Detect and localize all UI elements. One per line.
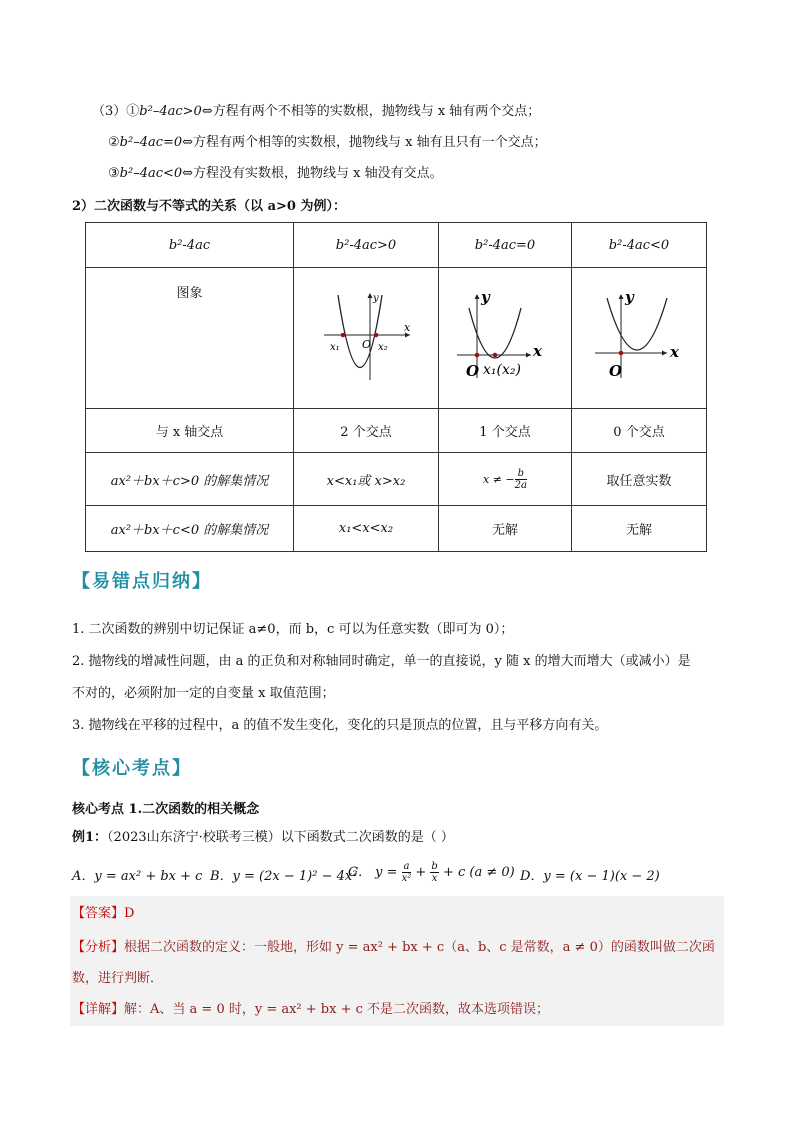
- root-x1-label: x₁: [330, 342, 340, 353]
- discriminant-item-2: ②b²–4ac=0⇔方程有两个相等的实数根，抛物线与 x 轴有且只有一个交点；: [108, 135, 547, 150]
- origin-label: O: [466, 362, 480, 380]
- option-c-fraction-1: $\frac{a}{\text{x²}}$: [401, 861, 412, 884]
- option-d: D．y = (x − 1)(x − 2): [520, 869, 660, 884]
- analysis-line-1: 【分析】根据二次函数的定义：一般地，形如 y = ax² + bx + c（a、b、c 是常数，a ≠ 0）的函数叫做二次函: [72, 940, 715, 955]
- root-x2-label: x₂: [378, 342, 388, 353]
- x-axis-label: x: [404, 321, 411, 334]
- intersection-cell: 2 个交点: [294, 409, 439, 453]
- intersection-row-label: 与 x 轴交点: [86, 409, 294, 453]
- intersection-cell: 0 个交点: [572, 409, 707, 453]
- gt-cell: 取任意实数: [572, 453, 707, 506]
- mistakes-title: 【易错点归纳】: [72, 571, 212, 592]
- graph-cell-one-root: [439, 268, 572, 409]
- header-cell: b²-4ac<0: [572, 223, 707, 268]
- lt-cell: 无解: [439, 506, 572, 552]
- x-axis-label: x: [533, 342, 542, 360]
- lt-row-label: ax²＋bx＋c<0 的解集情况: [86, 506, 294, 552]
- core-point-title: 核心考点 1.二次函数的相关概念: [72, 802, 260, 817]
- option-b: B．y = (2x − 1)² − 4x²: [210, 869, 358, 884]
- graph-cell-two-roots: [294, 268, 439, 409]
- origin-label: O: [362, 338, 372, 351]
- gt-row-label: ax²＋bx＋c>0 的解集情况: [86, 453, 294, 506]
- mistake-item: 3. 抛物线在平移的过程中，a 的值不发生变化，变化的只是顶点的位置，且与平移方向有关。: [72, 718, 608, 733]
- gt-cell: x<x₁或 x>x₂: [294, 453, 439, 506]
- graph-cell-no-root: [572, 268, 707, 409]
- core-title: 【核心考点】: [72, 758, 192, 779]
- answer-line: 【答案】D: [72, 906, 135, 921]
- detail-line: 【详解】解：A、当 a = 0 时，y = ax² + bx + c 不是二次函数，故本选项错误；: [72, 1002, 550, 1017]
- relation-table: [85, 222, 707, 552]
- parabola-one-root-graph: [455, 290, 555, 382]
- gt-cell-prefix: x ≠ −: [483, 472, 515, 486]
- parabola-two-roots-graph: [316, 290, 416, 382]
- header-cell: b²-4ac: [86, 223, 294, 268]
- mistake-item: 不对的，必须附加一定的自变量 x 取值范围；: [72, 686, 335, 701]
- option-a: A．y = ax² + bx + c: [72, 869, 203, 884]
- mistake-item: 1. 二次函数的辨别中切记保证 a≠0，而 b，c 可以为任意实数（即可为 0）；: [72, 622, 514, 637]
- y-axis-label: y: [373, 293, 379, 304]
- graph-row-label: 图象: [86, 268, 294, 409]
- x-axis-label: x: [670, 343, 679, 361]
- y-axis-label: y: [481, 290, 490, 306]
- y-axis-label: y: [625, 290, 634, 306]
- discriminant-item-1: （3）①b²–4ac>0⇔方程有两个不相等的实数根，抛物线与 x 轴有两个交点；: [92, 104, 541, 119]
- lt-cell: 无解: [572, 506, 707, 552]
- header-cell: b²-4ac=0: [439, 223, 572, 268]
- lt-cell: x₁<x<x₂: [294, 506, 439, 552]
- relation-heading: 2）二次函数与不等式的关系（以 a>0 为例）：: [72, 199, 346, 214]
- mistake-item: 2. 抛物线的增减性问题，由 a 的正负和对称轴同时确定，单一的直接说，y 随 x 的增大而增大（或减小）是: [72, 654, 691, 669]
- discriminant-item-3: ③b²–4ac<0⇔方程没有实数根，抛物线与 x 轴没有交点。: [108, 166, 443, 181]
- header-cell: b²-4ac>0: [294, 223, 439, 268]
- analysis-line-2: 数，进行判断．: [72, 971, 164, 986]
- double-root-label: x₁(x₂): [483, 362, 521, 378]
- origin-label: O: [609, 362, 623, 380]
- gt-fraction: $\frac{b}{2a}$: [514, 467, 527, 491]
- parabola-no-root-graph: [589, 290, 689, 382]
- example-line: 例1：（2023山东济宁·校联考三模）以下函数式二次函数的是（ ）: [72, 830, 454, 845]
- gt-cell-double-root: [439, 453, 572, 506]
- section-label: （3）: [92, 104, 127, 119]
- option-c-fraction-2: $\frac{b}{x}$: [431, 861, 438, 884]
- option-c: C． y = $\frac{a}{\text{x²}}$ + $\frac{b}{x}$ + c (a ≠ 0): [348, 861, 515, 884]
- intersection-cell: 1 个交点: [439, 409, 572, 453]
